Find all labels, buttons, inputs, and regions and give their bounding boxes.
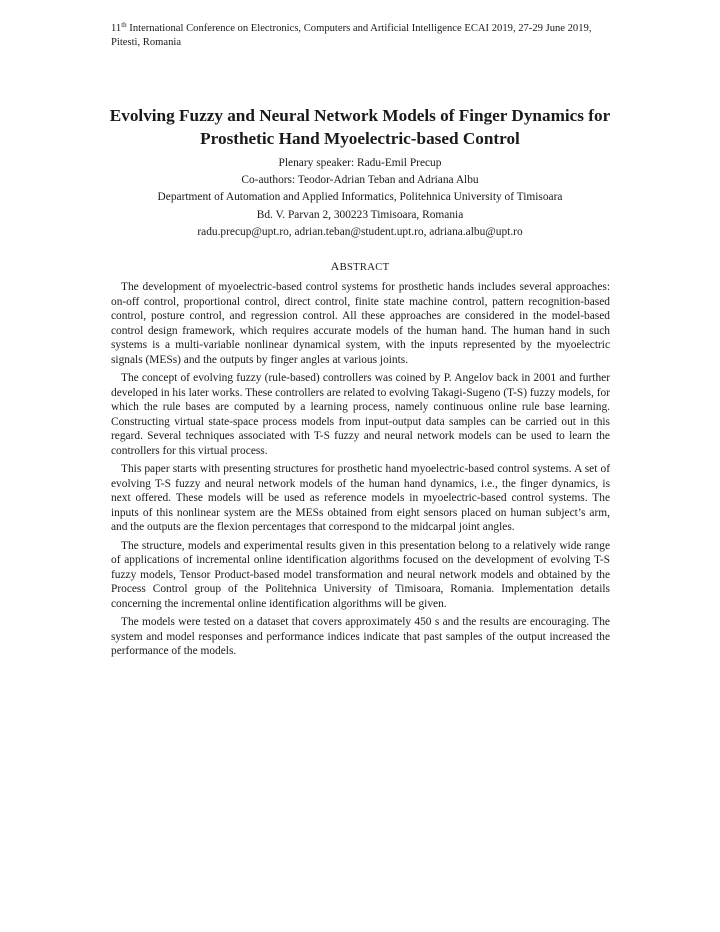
- abstract-heading-initial: A: [330, 259, 340, 273]
- conference-ordinal-suffix: th: [121, 21, 127, 29]
- plenary-speaker: Plenary speaker: Radu-Emil Precup: [278, 157, 442, 169]
- conference-details: International Conference on Electronics, Computers and Artificial Intelligence ECAI 2019, 27-29 June 2019, Pitesti, Romania: [111, 23, 592, 48]
- paper-title-line-2: Prosthetic Hand Myoelectric-based Control: [200, 129, 520, 148]
- paper-title: [80, 104, 640, 150]
- abstract-paragraph: The concept of evolving fuzzy (rule-based) controllers was coined by P. Angelov back in 2001 and further developed in his later works. These controllers are related to evolving Takagi-Sugeno (T-S) fuzzy models, for which the rule bases are computed by a learning process, namely continuous online rule base learning. Constructing virtual state-space process models from input-output data samples can be carried out in this regard. Several techniques associated with T-S fuzzy and neural network models can be used to learn the controllers for this virtual process.: [111, 372, 610, 457]
- abstract-heading-rest: BSTRACT: [339, 262, 390, 273]
- abstract-heading: [80, 259, 640, 274]
- affiliation-department: Department of Automation and Applied Informatics, Politehnica University of Timisoara: [157, 191, 563, 204]
- conference-header: [111, 22, 621, 50]
- abstract-paragraph: This paper starts with presenting structures for prosthetic hand myoelectric-based control systems. A set of evolving T-S fuzzy and neural network models of the human hand dynamics, i.e., the finger dynamics, is next offered. These models will be used as reference models in myoelectric-based control systems. The inputs of this nonlinear system are the MESs obtained from eight sensors placed on human subject’s arm, and the outputs are the flexion percentages that correspond to the midcarpal joint angles.: [111, 463, 610, 533]
- conference-number: 11: [111, 23, 122, 34]
- abstract-paragraph: The models were tested on a dataset that covers approximately 450 s and the results are encouraging. The system and model responses and performance indices indicate that past samples of the output increased the performance of the models.: [111, 616, 610, 657]
- abstract-body: [111, 280, 610, 663]
- affiliation-address: Bd. V. Parvan 2, 300223 Timisoara, Romania: [256, 208, 464, 221]
- co-authors: Co-authors: Teodor-Adrian Teban and Adriana Albu: [241, 174, 479, 187]
- paper-title-line-1: Evolving Fuzzy and Neural Network Models of Finger Dynamics for: [109, 106, 611, 125]
- abstract-paragraph: The development of myoelectric-based control systems for prosthetic hands includes several approaches: on-off control, proportional control, direct control, finite state machine control, pattern recognition-based control, posture control, and regression control. All these approaches are considered in the model-based control design framework, which requires accurate models of the human hand. The human hand in such systems is a multi-variable nonlinear dynamical system, with the inputs represented by the myoelectric signals (MESs) and the outputs by finger angles at various joints.: [111, 281, 610, 366]
- abstract-paragraph: The structure, models and experimental results given in this presentation belong to a relatively wide range of applications of incremental online identification algorithms focused on the development of evolving T-S fuzzy models, Tensor Product-based model transformation and neural network models and obtained by the Process Control group of the Politehnica University of Timisoara, Romania. Implementation details concerning the incremental online identification algorithms will be given.: [111, 539, 610, 610]
- author-emails: radu.precup@upt.ro, adrian.teban@student.upt.ro, adriana.albu@upt.ro: [197, 225, 523, 238]
- author-block: [80, 155, 640, 241]
